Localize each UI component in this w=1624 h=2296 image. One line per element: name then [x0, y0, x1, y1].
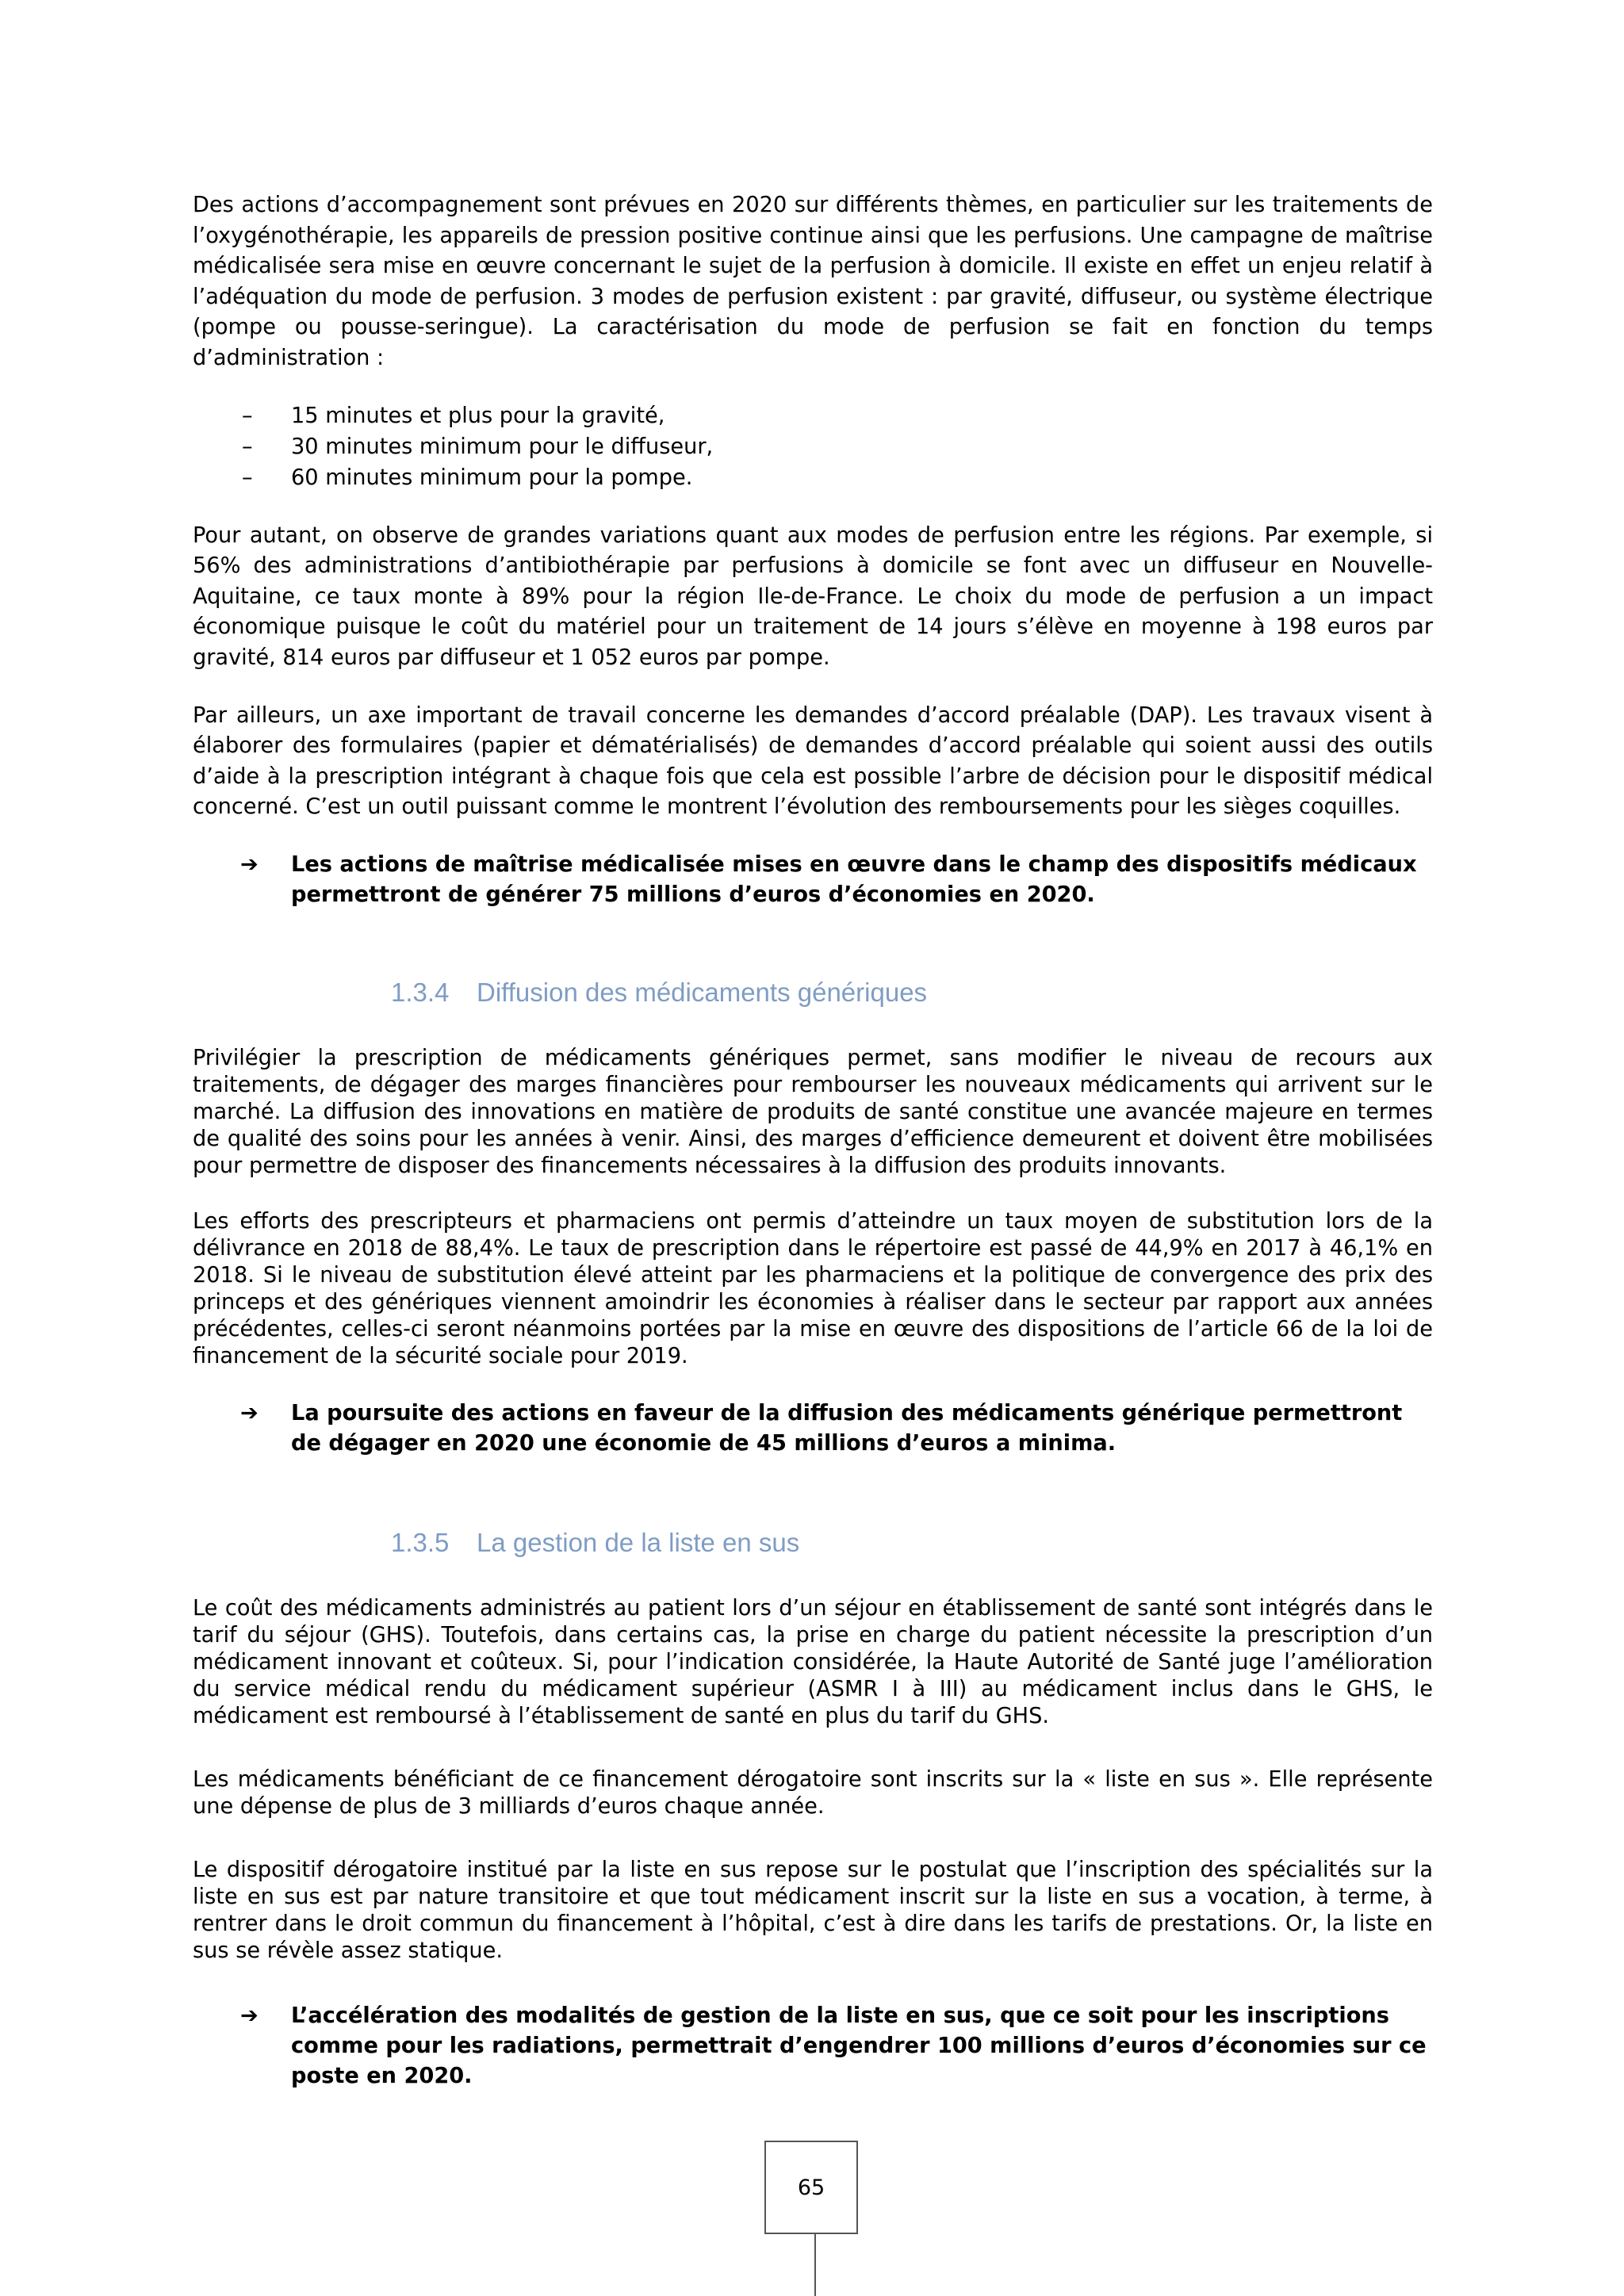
dash-bullet: – [242, 403, 253, 428]
section-title: Diffusion des médicaments génériques [477, 977, 928, 1007]
section-title: La gestion de la liste en sus [477, 1527, 800, 1557]
section-number: 1.3.4 [391, 977, 450, 1007]
generics-paragraph-2: Les efforts des prescripteurs et pharmaciens ont permis d’atteindre un taux moyen de substitution lors de la délivrance en 2018 de 88,4%. Le taux de prescription dans le répertoire est passé de 44,9% en 2017 à 46,1% en 2018. Si le niveau de substitution élevé atteint par les pharmaciens et la politique de convergence des prix des princeps et des génériques viennent amoindrir les économies à réaliser dans le secteur par rapport aux années précédentes, celles-ci seront néanmoins portées par la mise en œuvre des dispositions de l’article 66 de la loi de financement de la sécurité sociale pour 2019. [193, 1208, 1433, 1368]
arrow-right-icon: ➔ [240, 1400, 259, 1425]
generics-paragraph-1: Privilégier la prescription de médicaments génériques permet, sans modifier le niveau de recours aux traitements, de dégager des marges financières pour rembourser les nouveaux médicaments qui arrivent sur le marché. La diffusion des innovations en matière de produits de santé constitue une avancée majeure en termes de qualité des soins pour les années à venir. Ainsi, des marges d’efficience demeurent et doivent être mobilisées pour permettre de disposer des financements nécessaires à la diffusion des produits innovants. [193, 1045, 1433, 1178]
dm-conclusion: ➔ Les actions de maîtrise médicalisée mises en œuvre dans le champ des dispositifs médicaux permettront de générer 75 millions d’euros d’économies en 2020. [193, 850, 1433, 910]
liste-en-sus-paragraph-3: Le dispositif dérogatoire institué par la liste en sus repose sur le postulat que l’inscription des spécialités sur la liste en sus est par nature transitoire et que tout médicament inscrit sur la liste en sus a vocation, à terme, à rentrer dans le droit commun du financement à l’hôpital, c’est à dire dans les tarifs de prestations. Or, la liste en sus se révèle assez statique. [193, 1857, 1433, 1963]
page-number: 65 [764, 2141, 858, 2234]
dash-bullet: – [242, 465, 253, 490]
list-item: – 15 minutes et plus pour la gravité, [193, 401, 1433, 432]
list-item: – 30 minutes minimum pour le diffuseur, [193, 432, 1433, 463]
arrow-right-icon: ➔ [240, 851, 259, 877]
dash-bullet: – [242, 434, 253, 459]
arrow-right-icon: ➔ [240, 2003, 259, 2028]
page-number-connector [814, 2234, 816, 2296]
list-item: – 60 minutes minimum pour la pompe. [193, 463, 1433, 494]
intro-paragraph: Des actions d’accompagnement sont prévues en 2020 sur différents thèmes, en particulier sur les traitements de l’oxygénothérapie, les appareils de pression positive continue ainsi que les perfusions. Une campagne de maîtrise médicalisée sera mise en œuvre concernant le sujet de la perfusion à domicile. Il existe en effet un enjeu relatif à l’adéquation du mode de perfusion. 3 modes de perfusion existent : par gravité, diffuseur, ou système électrique (pompe ou pousse-seringue). La caractérisation du mode de perfusion se fait en fonction du temps d’administration : [193, 193, 1433, 370]
generics-conclusion: ➔ La poursuite des actions en faveur de la diffusion des médicaments générique permettront de dégager en 2020 une économie de 45 millions d’euros a minima. [193, 1399, 1433, 1459]
page-content [193, 190, 1433, 2091]
section-134-heading [193, 977, 1433, 1008]
regional-variations-paragraph: Pour autant, on observe de grandes variations quant aux modes de perfusion entre les régions. Par exemple, si 56% des administrations d’antibiothérapie par perfusions à domicile se font avec un diffuseur en Nouvelle-Aquitaine, ce taux monte à 89% pour la région Ile-de-France. Le choix du mode de perfusion a un impact économique puisque le coût du matériel pour un traitement de 14 jours s’élève en moyenne à 198 euros par gravité, 814 euros par diffuseur et 1 052 euros par pompe. [193, 522, 1433, 670]
liste-en-sus-conclusion: ➔ L’accélération des modalités de gestion de la liste en sus, que ce soit pour les inscriptions comme pour les radiations, permettrait d’engendrer 100 millions d’euros d’économies sur ce poste en 2020. [193, 2001, 1433, 2091]
liste-en-sus-paragraph-1: Le coût des médicaments administrés au patient lors d’un séjour en établissement de santé sont intégrés dans le tarif du séjour (GHS). Toutefois, dans certains cas, la prise en charge du patient nécessite la prescription d’un médicament innovant et coûteux. Si, pour l’indication considérée, la Haute Autorité de Santé juge l’amélioration du service médical rendu du médicament supérieur (ASMR I à III) au médicament inclus dans le GHS, le médicament est remboursé à l’établissement de santé en plus du tarif du GHS. [193, 1595, 1433, 1728]
liste-en-sus-paragraph-2: Les médicaments bénéficiant de ce financement dérogatoire sont inscrits sur la « liste en sus ». Elle représente une dépense de plus de 3 milliards d’euros chaque année. [193, 1766, 1433, 1819]
dap-paragraph: Par ailleurs, un axe important de travail concerne les demandes d’accord préalable (DAP). Les travaux visent à élaborer des formulaires (papier et dématérialisés) de demandes d’accord préalable qui soient aussi des outils d’aide à la prescription intégrant à chaque fois que cela est possible l’arbre de décision pour le dispositif médical concerné. C’est un outil puissant comme le montrent l’évolution des remboursements pour les sièges coquilles. [193, 702, 1433, 820]
perfusion-time-list [193, 401, 1433, 494]
section-135-heading [193, 1527, 1433, 1559]
section-number: 1.3.5 [391, 1527, 450, 1557]
